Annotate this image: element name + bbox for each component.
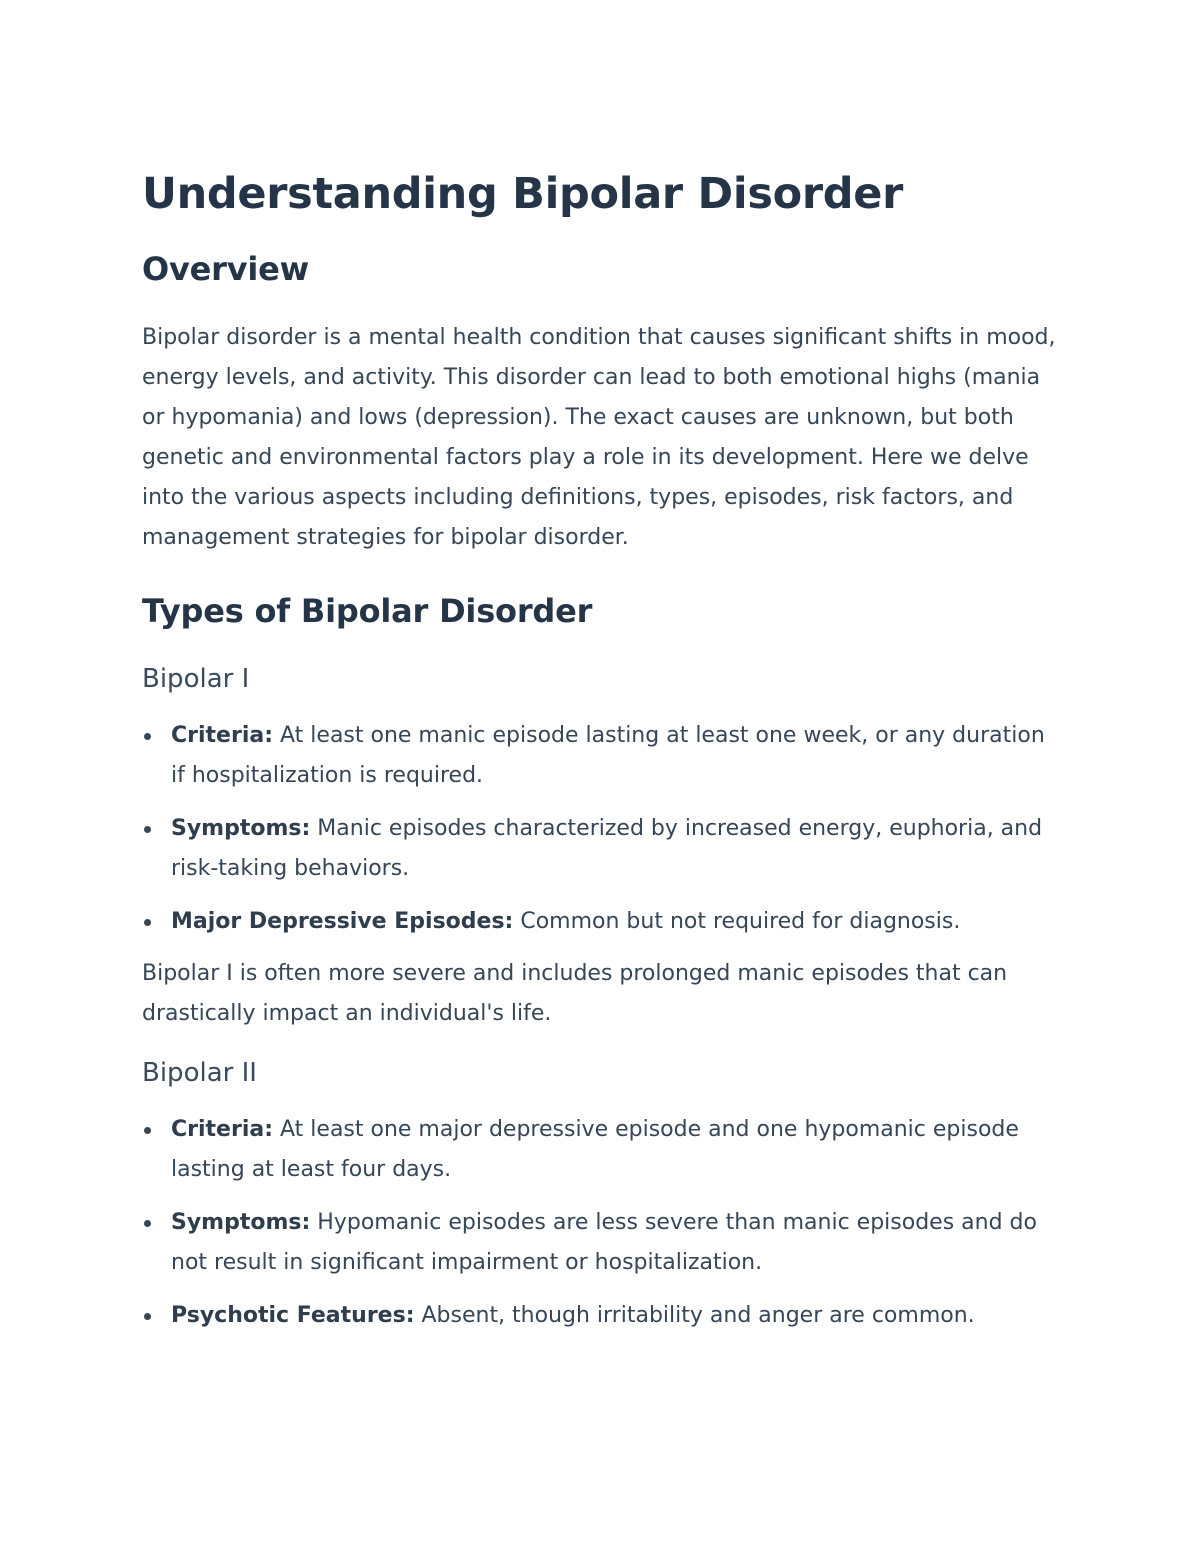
document-page	[142, 162, 1057, 1336]
list-item-text: Manic episodes characterized by increased energy, euphoria, and risk-taking behaviors.	[171, 816, 1043, 881]
bipolar-2-heading: Bipolar II	[142, 1058, 257, 1088]
bipolar-1-paragraph: Bipolar I is often more severe and includes prolonged manic episodes that can drastically impact an individual's life.	[142, 961, 1008, 1026]
list-item-text: Common but not required for diagnosis.	[513, 909, 961, 934]
bipolar-1-heading: Bipolar I	[142, 664, 250, 694]
list-item	[142, 716, 1057, 796]
types-heading: Types of Bipolar Disorder	[142, 592, 593, 630]
bipolar-2-list	[142, 1110, 1057, 1336]
list-item	[142, 1110, 1057, 1190]
overview-heading: Overview	[142, 250, 310, 288]
list-item-label: Criteria:	[171, 723, 274, 748]
list-item-text: At least one major depressive episode and one hypomanic episode lasting at least four days.	[171, 1117, 1019, 1182]
list-item-label: Symptoms:	[171, 816, 311, 841]
list-item-text: Absent, though irritability and anger are common.	[414, 1303, 975, 1328]
list-item	[142, 902, 1057, 942]
overview-paragraph: Bipolar disorder is a mental health condition that causes significant shifts in mood, energy levels, and activity. This disorder can lead to both emotional highs (mania or hypomania) and lows (depression). The exact causes are unknown, but both genetic and environmental factors play a role in its development. Here we delve into the various aspects including definitions, types, episodes, risk factors, and management strategies for bipolar disorder.	[142, 325, 1056, 550]
list-item	[142, 1203, 1057, 1283]
list-item-text: At least one manic episode lasting at least one week, or any duration if hospitalization is required.	[171, 723, 1045, 788]
list-item-label: Psychotic Features:	[171, 1303, 415, 1328]
list-item-label: Criteria:	[171, 1117, 274, 1142]
list-item	[142, 1296, 1057, 1336]
list-item-text: Hypomanic episodes are less severe than manic episodes and do not result in significant impairment or hospitalization.	[171, 1210, 1037, 1275]
bipolar-1-list	[142, 716, 1057, 942]
list-item-label: Symptoms:	[171, 1210, 311, 1235]
list-item-label: Major Depressive Episodes:	[171, 909, 514, 934]
list-item	[142, 809, 1057, 889]
document-title: Understanding Bipolar Disorder	[142, 169, 904, 219]
